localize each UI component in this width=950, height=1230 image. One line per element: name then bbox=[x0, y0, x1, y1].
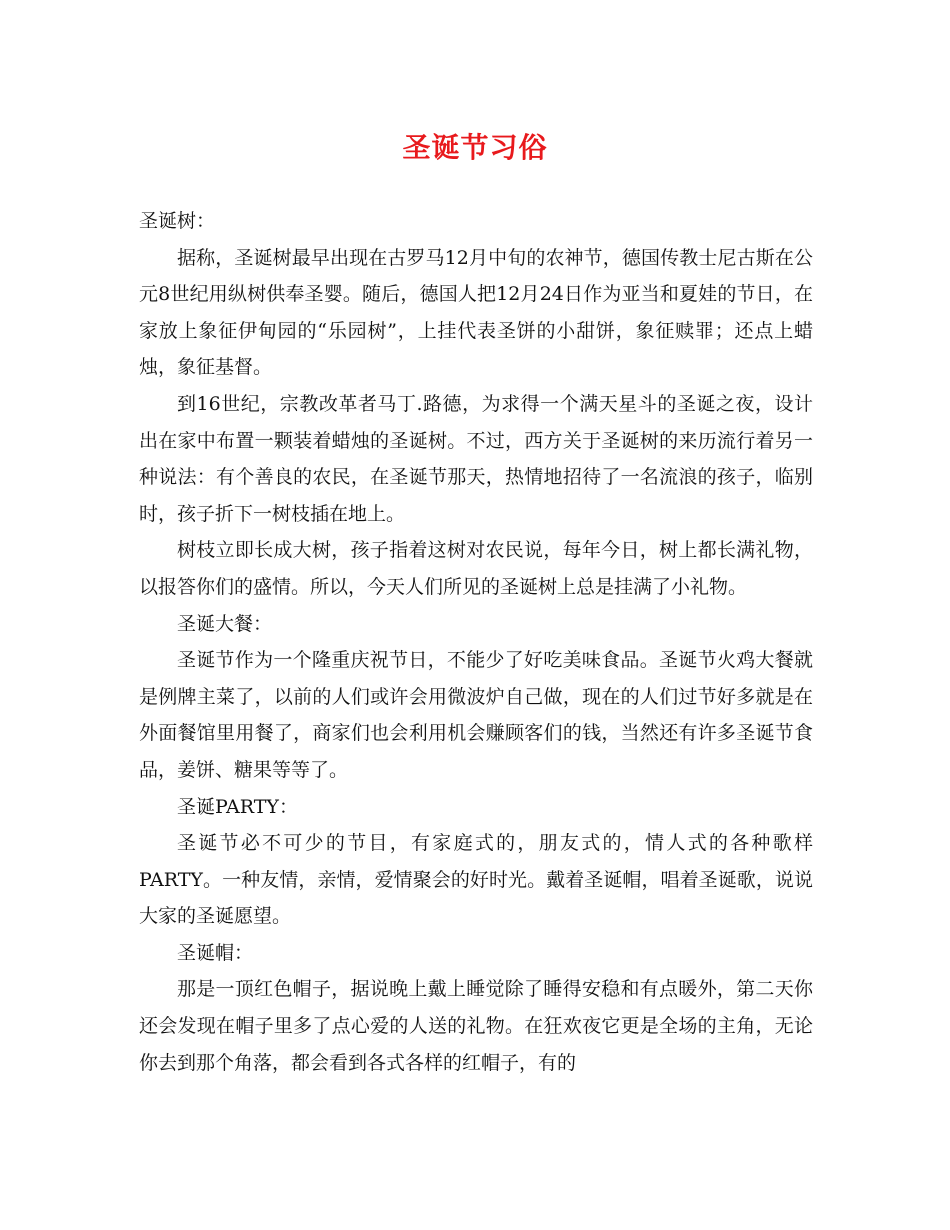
section-heading: 圣诞PARTY： bbox=[177, 795, 298, 818]
paragraph: 圣诞节作为一个隆重庆祝节日，不能少了好吃美味食品。圣诞节火鸡大餐就是例牌主菜了，以前的人们或许会用微波炉自己做，现在的人们过节好多就是在外面餐馆里用餐了，商家们也会利用机会赚顾客们的钱，当然还有许多圣诞节食品，姜饼、糖果等等了。 bbox=[139, 649, 813, 781]
paragraph: 到16世纪，宗教改革者马丁.路德，为求得一个满天星斗的圣诞之夜，设计出在家中布置一颗装着蜡烛的圣诞树。不过，西方关于圣诞树的来历流行着另一种说法：有个善良的农民，在圣诞节那天，热情地招待了一名流浪的孩子，临别时，孩子折下一树枝插在地上。 bbox=[139, 392, 813, 525]
paragraph: 据称，圣诞树最早出现在古罗马12月中旬的农神节，德国传教士尼古斯在公元8世纪用纵树供奉圣婴。随后，德国人把12月24日作为亚当和夏娃的节日，在家放上象征伊甸园的“乐园树”，上挂代表圣饼的小甜饼，象征赎罪；还点上蜡烛，象征基督。 bbox=[139, 246, 813, 379]
section-heading: 圣诞帽： bbox=[177, 941, 254, 964]
section-heading: 圣诞大餐： bbox=[177, 612, 273, 635]
paragraph: 那是一顶红色帽子，据说晚上戴上睡觉除了睡得安稳和有点暖外，第二天你还会发现在帽子里多了点心爱的人送的礼物。在狂欢夜它更是全场的主角，无论你去到那个角落，都会看到各式各样的红帽子，有的 bbox=[139, 978, 813, 1074]
page-title: 圣诞节习俗 bbox=[402, 131, 548, 164]
paragraph: 圣诞节必不可少的节目，有家庭式的，朋友式的，情人式的各种歌样PARTY。一种友情，亲情，爱情聚会的好时光。戴着圣诞帽，唱着圣诞歌，说说大家的圣诞愿望。 bbox=[139, 832, 813, 928]
paragraph: 圣诞树： bbox=[139, 210, 216, 232]
document-body bbox=[139, 203, 813, 1081]
paragraph: 树枝立即长成大树，孩子指着这树对农民说，每年今日，树上都长满礼物，以报答你们的盛情。所以，今天人们所见的圣诞树上总是挂满了小礼物。 bbox=[139, 539, 813, 598]
